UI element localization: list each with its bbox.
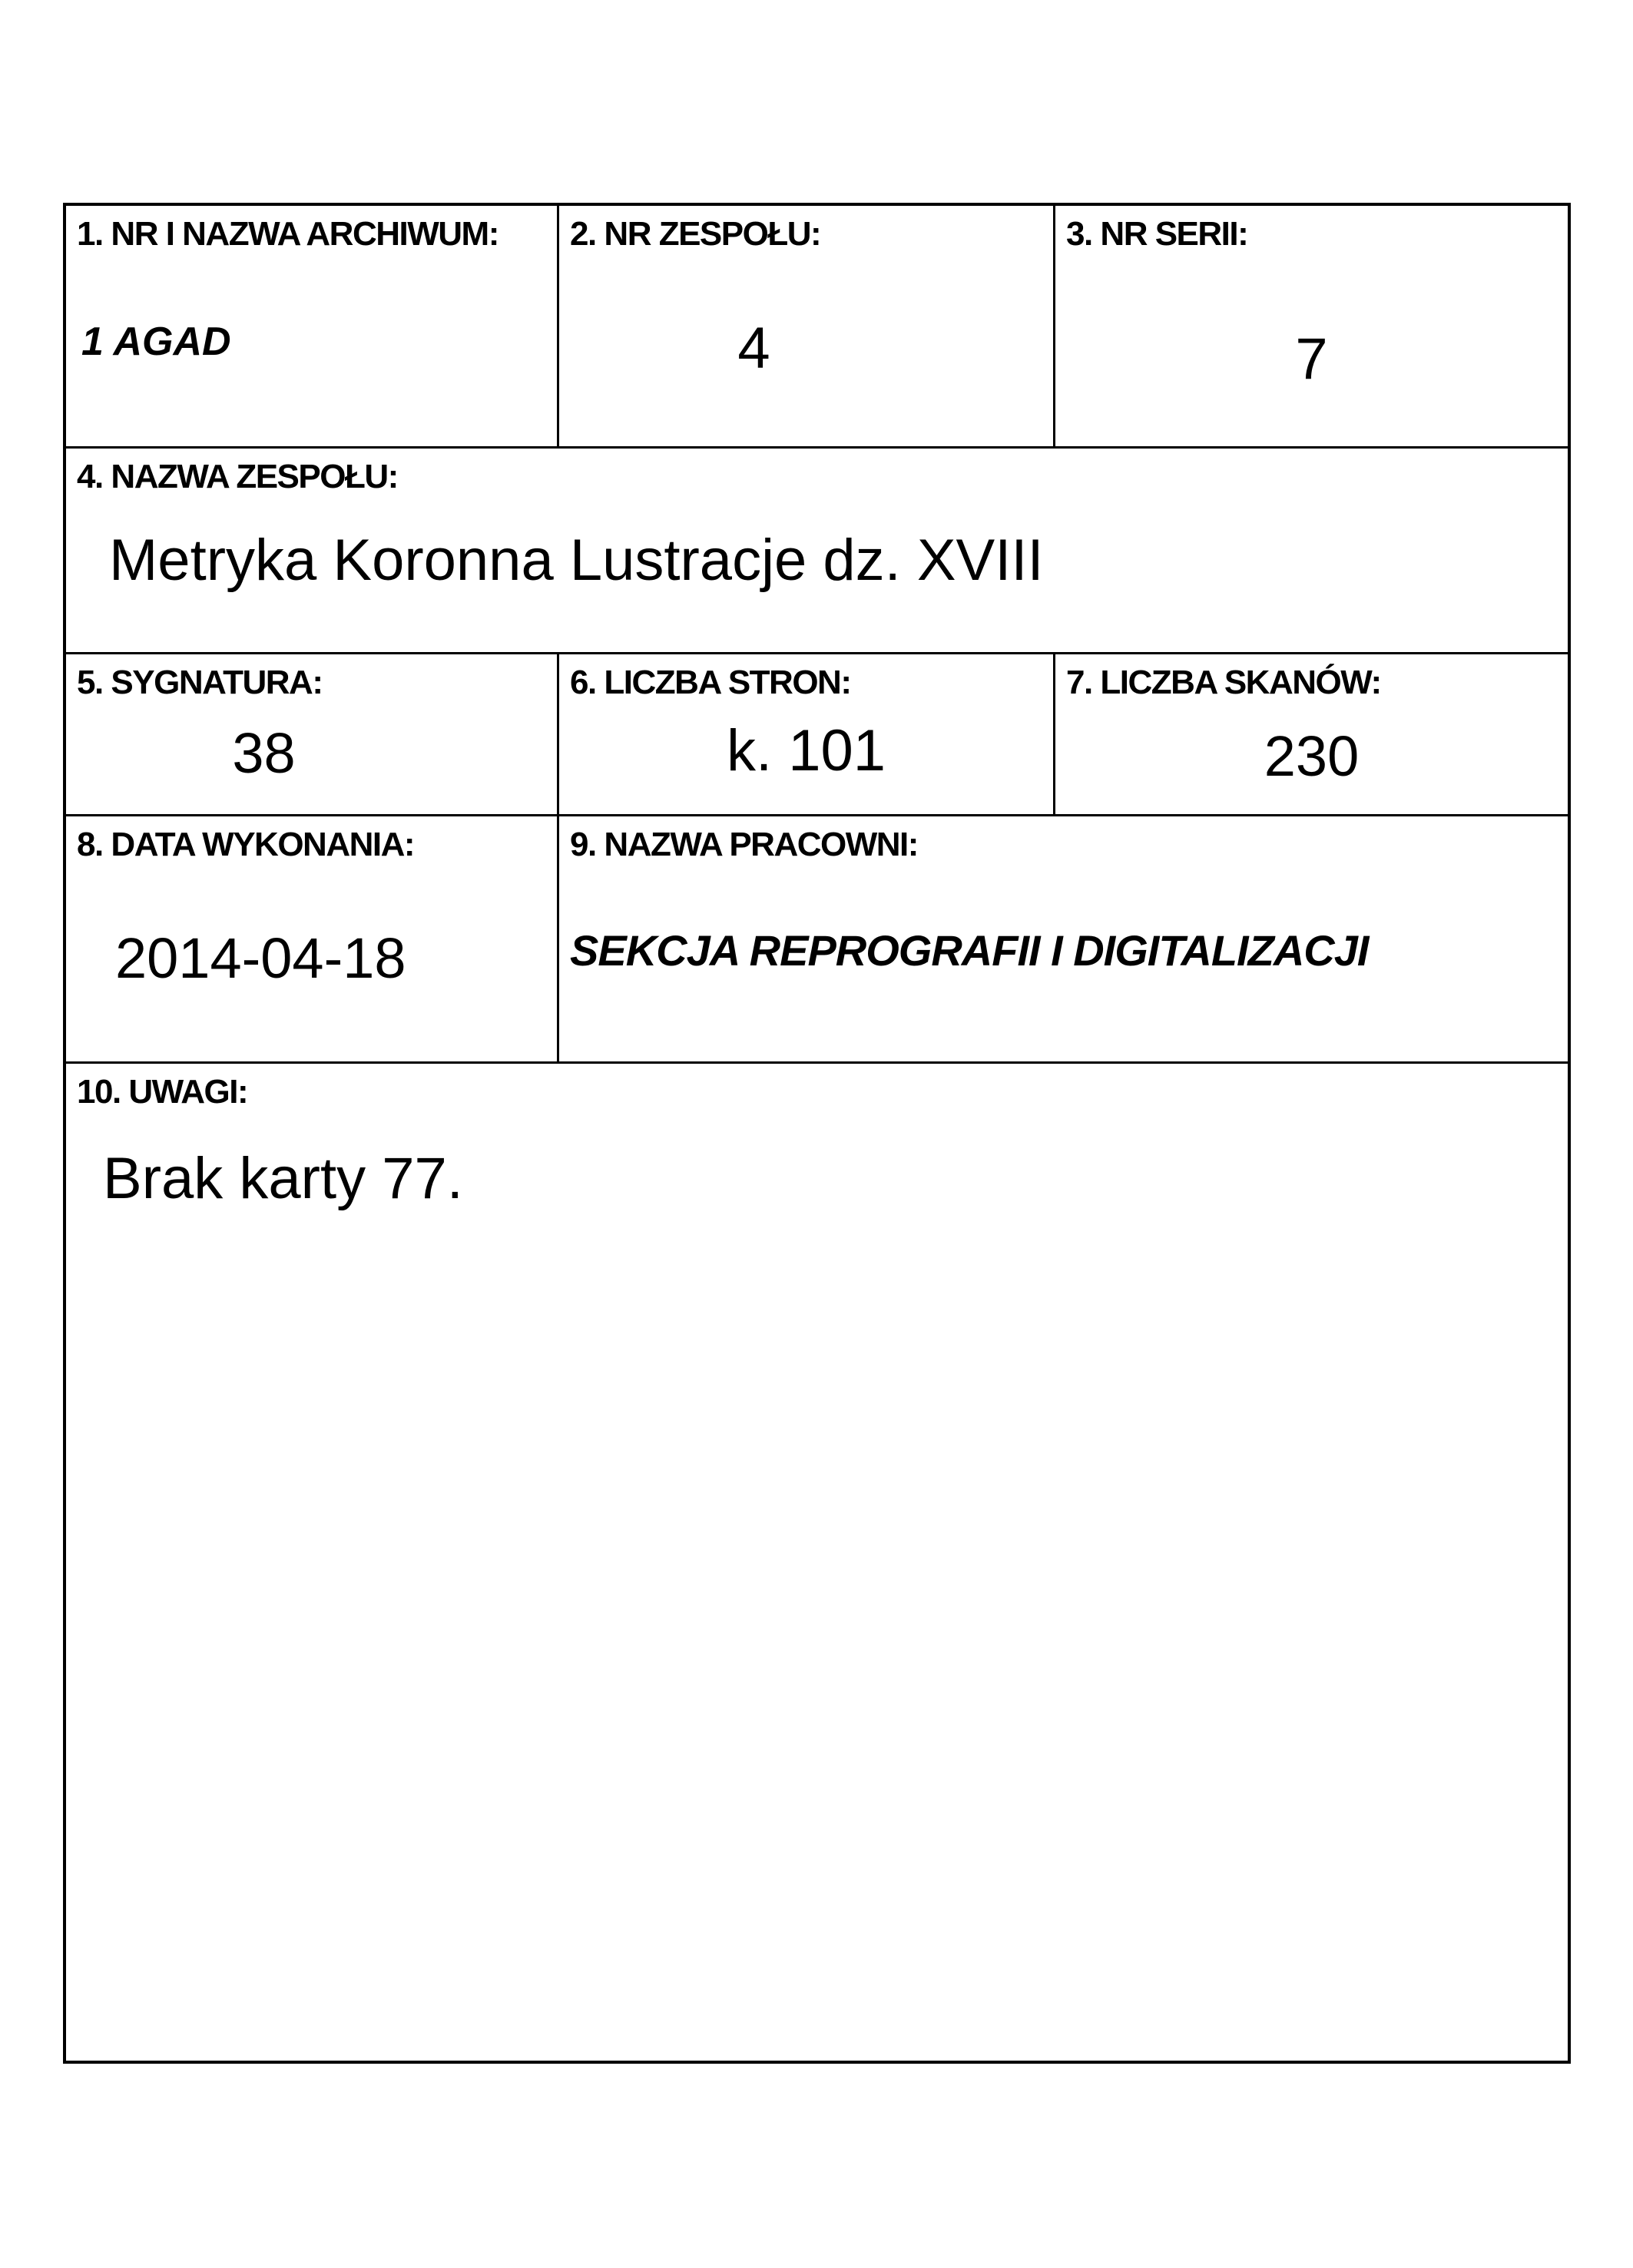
cell-fonds-name — [66, 449, 1568, 654]
cell-archive-number-name — [66, 206, 559, 449]
workshop-name-value: SEKCJA REPROGRAFII I DIGITALIZACJI — [570, 926, 1369, 975]
cell-series-number — [1055, 206, 1568, 449]
metadata-table — [63, 203, 1571, 2064]
fonds-name-label: 4. NAZWA ZESPOŁU: — [77, 458, 398, 495]
workshop-name-label: 9. NAZWA PRACOWNI: — [570, 826, 918, 863]
scan-count-value: 230 — [1264, 724, 1360, 788]
fonds-number-value: 4 — [737, 316, 770, 381]
remarks-label: 10. UWAGI: — [77, 1073, 248, 1111]
remarks-value: Brak karty 77. — [103, 1146, 463, 1211]
cell-completion-date — [66, 816, 559, 1064]
cell-signature — [66, 654, 559, 816]
signature-value: 38 — [232, 721, 296, 785]
cell-remarks — [66, 1064, 1568, 2061]
archive-label: 1. NR I NAZWA ARCHIWUM: — [77, 215, 499, 253]
series-number-value: 7 — [1295, 326, 1328, 392]
scan-count-label: 7. LICZBA SKANÓW: — [1066, 664, 1381, 701]
cell-scan-count — [1055, 654, 1568, 816]
fonds-number-label: 2. NR ZESPOŁU: — [570, 215, 821, 253]
archive-value: 1 AGAD — [81, 320, 231, 364]
completion-date-value: 2014-04-18 — [115, 926, 406, 990]
cell-fonds-number — [559, 206, 1055, 449]
cell-page-count — [559, 654, 1055, 816]
page-count-value: k. 101 — [726, 718, 886, 783]
page-count-label: 6. LICZBA STRON: — [570, 664, 851, 701]
fonds-name-value: Metryka Koronna Lustracje dz. XVIII — [109, 528, 1044, 593]
series-number-label: 3. NR SERII: — [1066, 215, 1248, 253]
cell-workshop-name — [559, 816, 1568, 1064]
signature-label: 5. SYGNATURA: — [77, 664, 323, 701]
completion-date-label: 8. DATA WYKONANIA: — [77, 826, 415, 863]
